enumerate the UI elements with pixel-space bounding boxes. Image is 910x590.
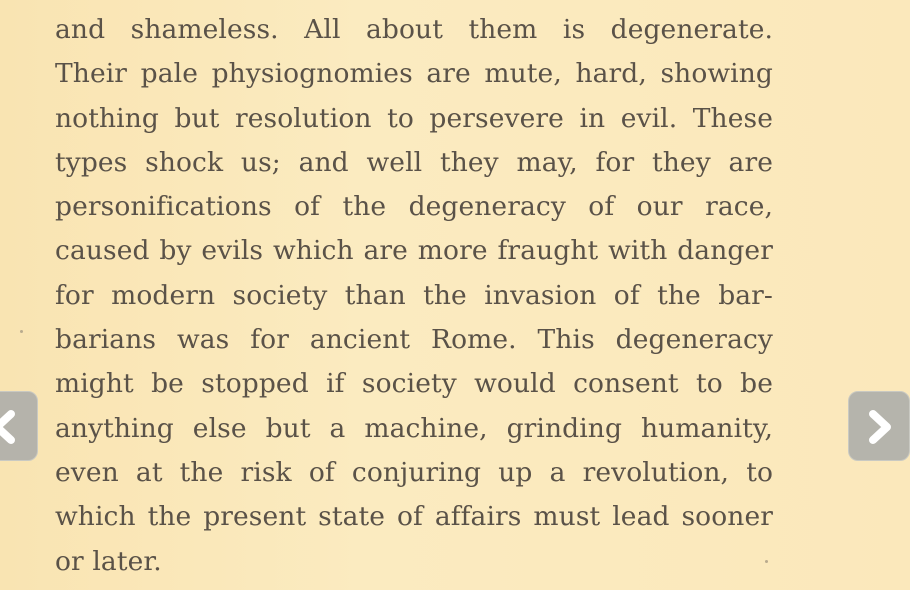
chevron-left-icon [0, 392, 39, 462]
text-line: even at the risk of conjuring up a revolution, to [55, 456, 773, 488]
text-line: Their pale physiognomies are mute, hard, showing [55, 58, 773, 90]
text-line: which the present state of affairs must lead sooner [55, 501, 773, 533]
text-line: types shock us; and well they may, for they are [55, 146, 773, 178]
text-line: personifications of the degeneracy of our race, [55, 191, 773, 223]
text-line: or later. [55, 545, 162, 577]
text-line: might be stopped if society would consent to be [55, 368, 773, 400]
text-line: caused by evils which are more fraught with danger [55, 235, 773, 267]
text-line: nothing but resolution to persevere in evil. These [55, 102, 773, 134]
text-line: and shameless. All about them is degenerate. [55, 14, 773, 45]
previous-page-button[interactable] [0, 391, 38, 461]
paper-speck [765, 560, 768, 563]
text-line: anything else but a machine, grinding humanity, [55, 412, 773, 444]
paper-speck [20, 330, 23, 333]
next-page-button[interactable] [848, 391, 910, 461]
text-line: barians was for ancient Rome. This degeneracy [55, 324, 773, 356]
chevron-right-icon [849, 392, 910, 462]
page-text [55, 8, 773, 584]
text-line: for modern society than the invasion of the bar- [55, 279, 773, 311]
